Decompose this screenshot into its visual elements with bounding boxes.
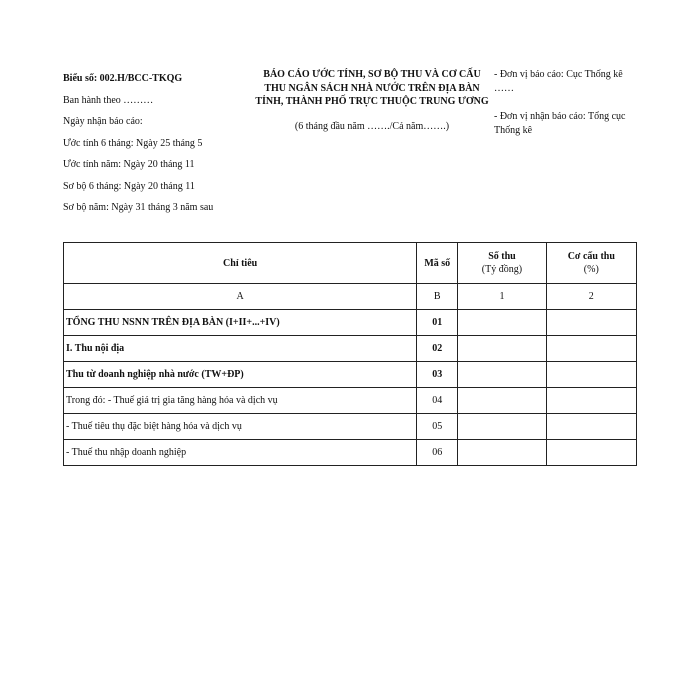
structure-cell[interactable] [546,440,636,466]
table-row [64,310,637,336]
indicator-cell: - Thuế tiêu thụ đặc biệt hàng hóa và dịch vụ [64,414,417,440]
header-revenue-line2: (Tỷ đồng) [481,264,523,275]
reporting-unit: - Đơn vị báo cáo: Cục Thống kê …… [494,69,623,94]
code-cell: 03 [417,362,458,388]
structure-cell[interactable] [546,388,636,414]
index-cell: A [64,284,417,310]
form-number: Biểu số: 002.H/BCC-TKQG [63,73,183,84]
index-cell: B [417,284,458,310]
estimate-6-months-deadline: Ước tính 6 tháng: Ngày 25 tháng 5 [63,137,203,149]
header-structure-line2: (%) [583,264,599,275]
report-title-block [253,68,491,133]
reporting-units-block [494,68,644,137]
revenue-cell[interactable] [458,336,546,362]
issued-by-text: Ban hành theo ……… [63,94,154,106]
code-cell: 05 [417,414,458,440]
indicator-cell: Trong đó: - Thuế giá trị gia tăng hàng hóa và dịch vụ [64,388,417,414]
report-period: (6 tháng đầu năm ……./Cả năm…….) [294,120,450,132]
table-index-row [64,284,637,310]
report-title: BÁO CÁO ƯỚC TÍNH, SƠ BỘ THU VÀ CƠ CẤU THU NGÂN SÁCH NHÀ NƯỚC TRÊN ĐỊA BÀN TỈNH, THÀNH PHỐ TRỰC THUỘC TRUNG ƯƠNG [255,69,489,107]
code-cell: 06 [417,440,458,466]
indicator-cell: I. Thu nội địa [64,336,417,362]
header-code: Mã số [417,243,458,284]
indicator-cell: TỔNG THU NSNN TRÊN ĐỊA BÀN (I+II+...+IV) [64,310,417,336]
header-revenue [458,243,546,284]
indicator-cell: Thu từ doanh nghiệp nhà nước (TW+ĐP) [64,362,417,388]
preliminary-6-months-deadline: Sơ bộ 6 tháng: Ngày 20 tháng 11 [63,180,195,192]
table-row [64,388,637,414]
header-revenue-line1: Số thu [488,251,516,262]
table-row [64,414,637,440]
revenue-cell[interactable] [458,414,546,440]
revenue-report-table [63,242,637,466]
estimate-year-deadline: Ước tính năm: Ngày 20 tháng 11 [63,159,195,170]
table-row [64,362,637,388]
received-date-label: Ngày nhận báo cáo: [63,116,143,127]
indicator-cell: - Thuế thu nhập doanh nghiệp [64,440,417,466]
form-info-block [63,68,253,219]
code-cell: 01 [417,310,458,336]
structure-cell[interactable] [546,310,636,336]
header-structure-line1: Cơ cấu thu [567,251,615,262]
preliminary-year-deadline: Sơ bộ năm: Ngày 31 tháng 3 năm sau [63,202,214,213]
revenue-cell[interactable] [458,388,546,414]
receiving-unit: - Đơn vị nhận báo cáo: Tổng cục Thống kê [494,111,626,136]
index-cell: 2 [546,284,636,310]
table-row [64,440,637,466]
structure-cell[interactable] [546,362,636,388]
code-cell: 04 [417,388,458,414]
revenue-cell[interactable] [458,362,546,388]
structure-cell[interactable] [546,336,636,362]
index-cell: 1 [458,284,546,310]
code-cell: 02 [417,336,458,362]
structure-cell[interactable] [546,414,636,440]
header-indicator: Chỉ tiêu [64,243,417,284]
table-row [64,336,637,362]
revenue-cell[interactable] [458,440,546,466]
revenue-cell[interactable] [458,310,546,336]
header-structure [546,243,636,284]
table-header-row [64,243,637,284]
